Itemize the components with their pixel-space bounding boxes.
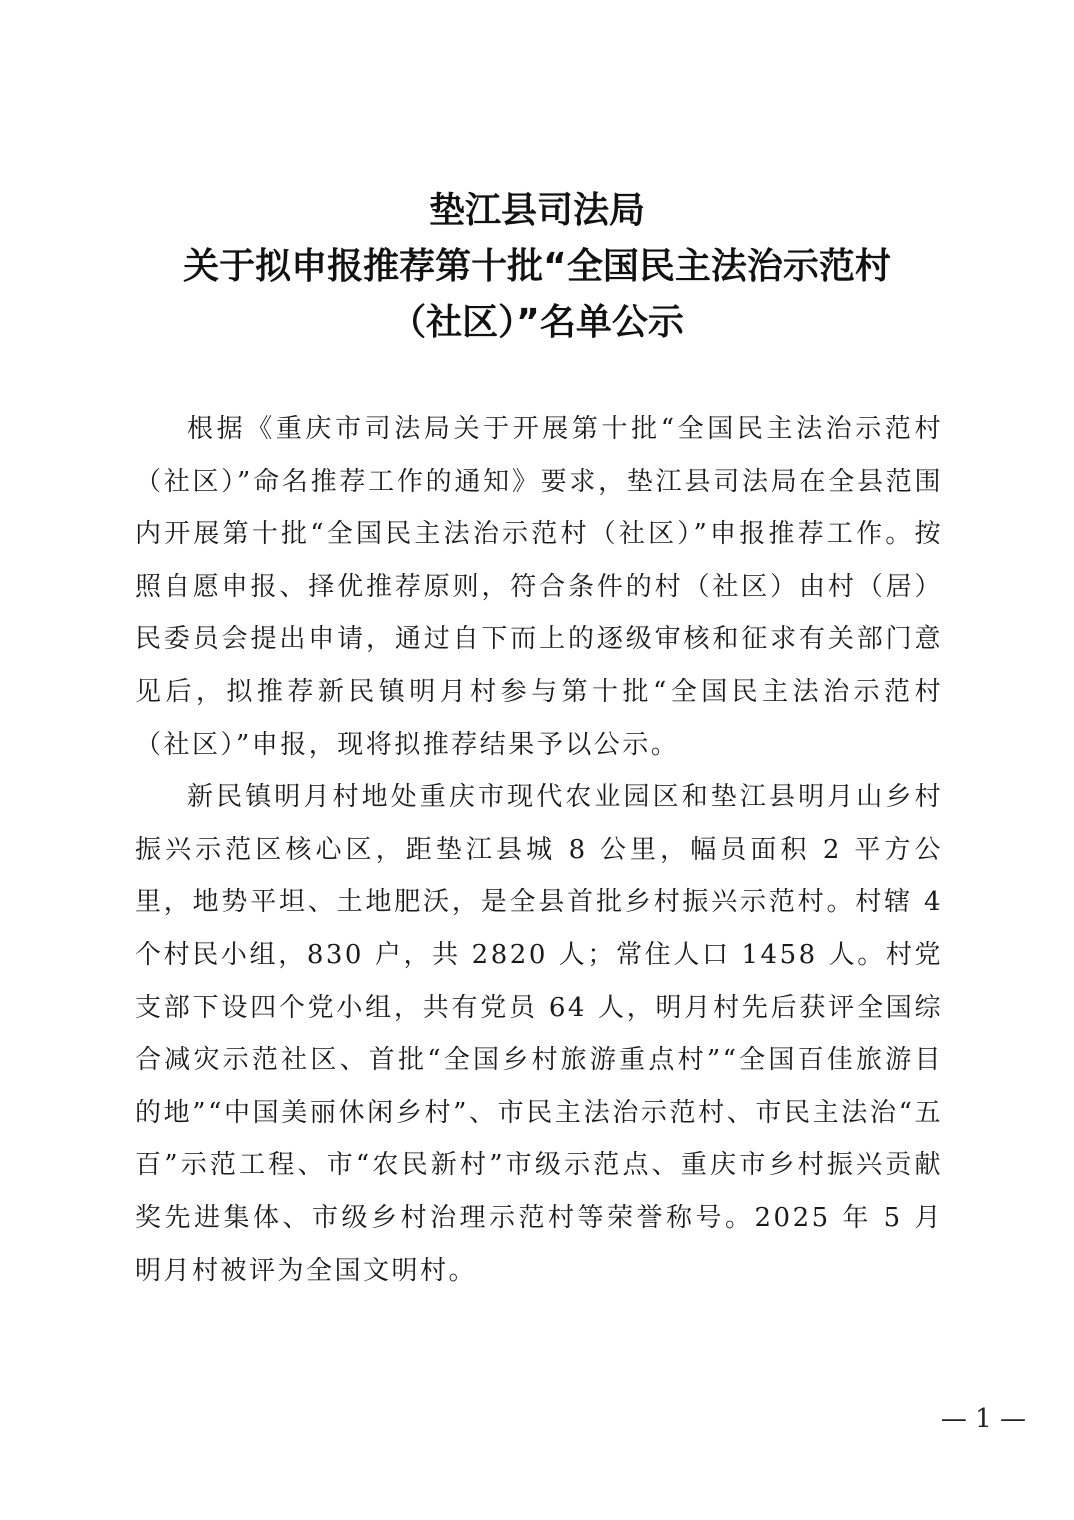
document-body — [135, 403, 943, 1297]
paragraph-1: 根据《重庆市司法局关于开展第十批“全国民主法治示范村（社区）”命名推荐工作的通知》要求，垫江县司法局在全县范围内开展第十批“全国民主法治示范村（社区）”申报推荐工作。按照自愿申报、择优推荐原则，符合条件的村（社区）由村（居）民委员会提出申请，通过自下而上的逐级审核和征求有关部门意见后，拟推荐新民镇明月村参与第十批“全国民主法治示范村（社区）”申报，现将拟推荐结果予以公示。 — [135, 414, 943, 760]
document-title — [100, 183, 974, 351]
title-line-2: 关于拟申报推荐第十批“全国民主法治示范村 — [183, 246, 891, 287]
paragraph-2: 新民镇明月村地处重庆市现代农业园区和垫江县明月山乡村振兴示范区核心区，距垫江县城 8 公里，幅员面积 2 平方公里，地势平坦、土地肥沃，是全县首批乡村振兴示范村。村辖 4 个村民小组，830 户，共 2820 人；常住人口 1458 人。村党支部下设四个党小组，共有党员 64 人，明月村先后获评全国综合减灾示范社区、首批“全国乡村旅游重点村”“全国百佳旅游目的地”“中国美丽休闲乡村”、市民主法治示范村、市民主法治“五百”示范工程、市“农民新村”市级示范点、重庆市乡村振兴贡献奖先进集体、市级乡村治理示范村等荣誉称号。2025 年 5 月明月村被评为全国文明村。 — [135, 782, 943, 1286]
title-line-3: （社区）”名单公示 — [390, 302, 684, 343]
page-number: — 1 — — [940, 1404, 1026, 1434]
title-line-1: 垫江县司法局 — [428, 190, 645, 231]
